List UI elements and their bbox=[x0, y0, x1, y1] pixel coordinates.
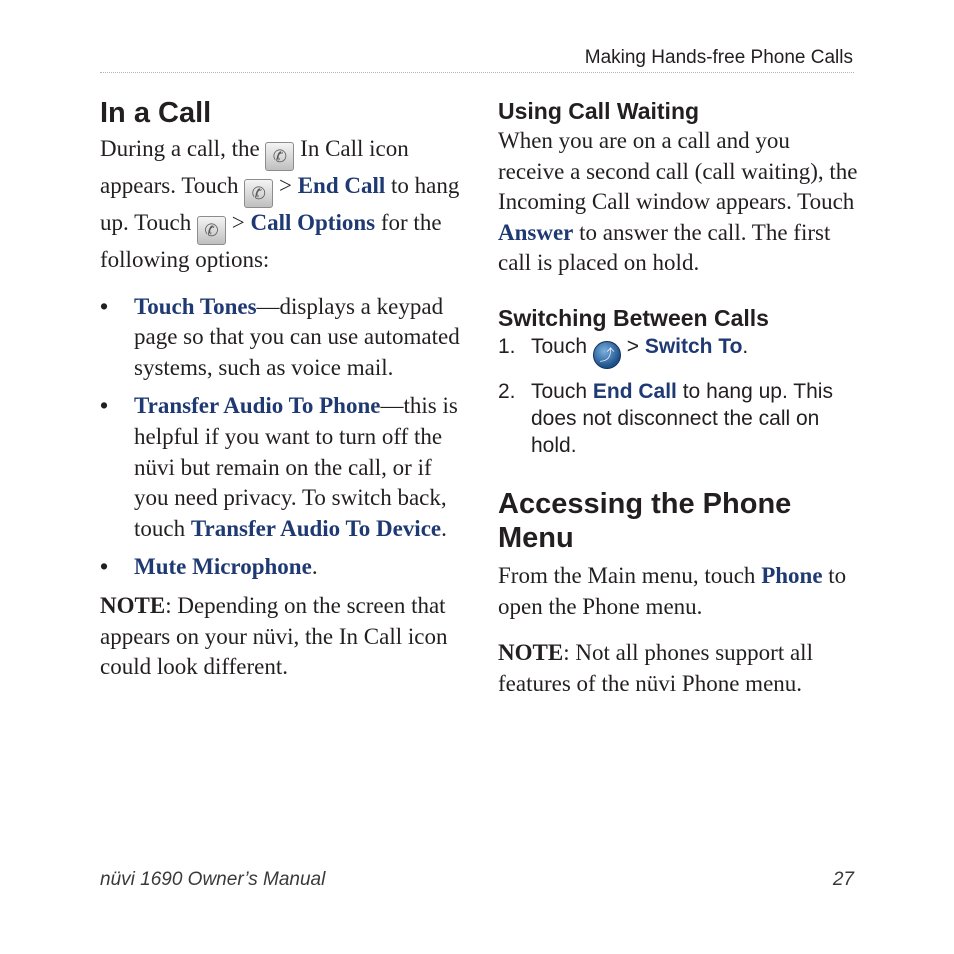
note-paragraph-right: NOTE: Not all phones support all features of the nüvi Phone menu. bbox=[498, 640, 813, 696]
intro-paragraph: During a call, the ✆ In Call icon appears. Touch ✆ > End Call to hang up. Touch ✆ > Call Options for the following options: bbox=[100, 136, 460, 272]
footer-manual-title: nüvi 1690 Owner’s Manual bbox=[100, 869, 326, 890]
bullet-touch-tones: • Touch Tones—displays a keypad page so that you can use automated systems, such as voice mail. bbox=[100, 293, 460, 380]
phone-handset-icon: ✆ bbox=[265, 142, 294, 171]
bullet-mute-microphone: • Mute Microphone. bbox=[100, 554, 318, 580]
subheading-call-waiting: Using Call Waiting bbox=[498, 98, 700, 124]
call-options-keyword: Call Options bbox=[250, 210, 376, 235]
section-heading-in-a-call: In a Call bbox=[100, 97, 212, 129]
call-waiting-paragraph: When you are on a call and you receive a second call (call waiting), the Incoming Call window appears. Touch Answer to answer the call. The first call is placed on hold. bbox=[498, 128, 858, 276]
running-header: Making Hands-free Phone Calls bbox=[584, 47, 853, 68]
section-heading-accessing-phone-menu: Accessing the Phone Menu bbox=[498, 487, 792, 554]
phone-keyword: Phone bbox=[761, 562, 823, 588]
accessing-paragraph: From the Main menu, touch Phone to open the Phone menu. bbox=[498, 562, 847, 619]
switch-call-icon: ⤴ bbox=[593, 341, 621, 369]
note-paragraph: NOTE: Depending on the screen that appears on your nüvi, the In Call icon could look different. bbox=[100, 592, 448, 680]
phone-handset-icon: ✆ bbox=[197, 216, 226, 245]
page-number: 27 bbox=[832, 869, 854, 890]
answer-keyword: Answer bbox=[498, 219, 574, 245]
bullet-transfer-audio: • Transfer Audio To Phone—this is helpful if you want to turn off the nüvi but remain on the call, or if you need privacy. To switch back, touch Transfer Audio To Device. bbox=[100, 393, 458, 541]
phone-handset-icon: ✆ bbox=[244, 179, 273, 208]
step-2: 2. Touch End Call to hang up. This does not disconnect the call on hold. bbox=[498, 379, 833, 457]
subheading-switching-calls: Switching Between Calls bbox=[498, 304, 769, 331]
left-column bbox=[100, 96, 460, 683]
switching-steps bbox=[498, 333, 858, 459]
step-1: 1. Touch ⤴ > Switch To. bbox=[498, 333, 858, 369]
end-call-keyword: End Call bbox=[297, 173, 386, 198]
header-rule bbox=[100, 72, 854, 73]
right-column bbox=[498, 96, 858, 699]
